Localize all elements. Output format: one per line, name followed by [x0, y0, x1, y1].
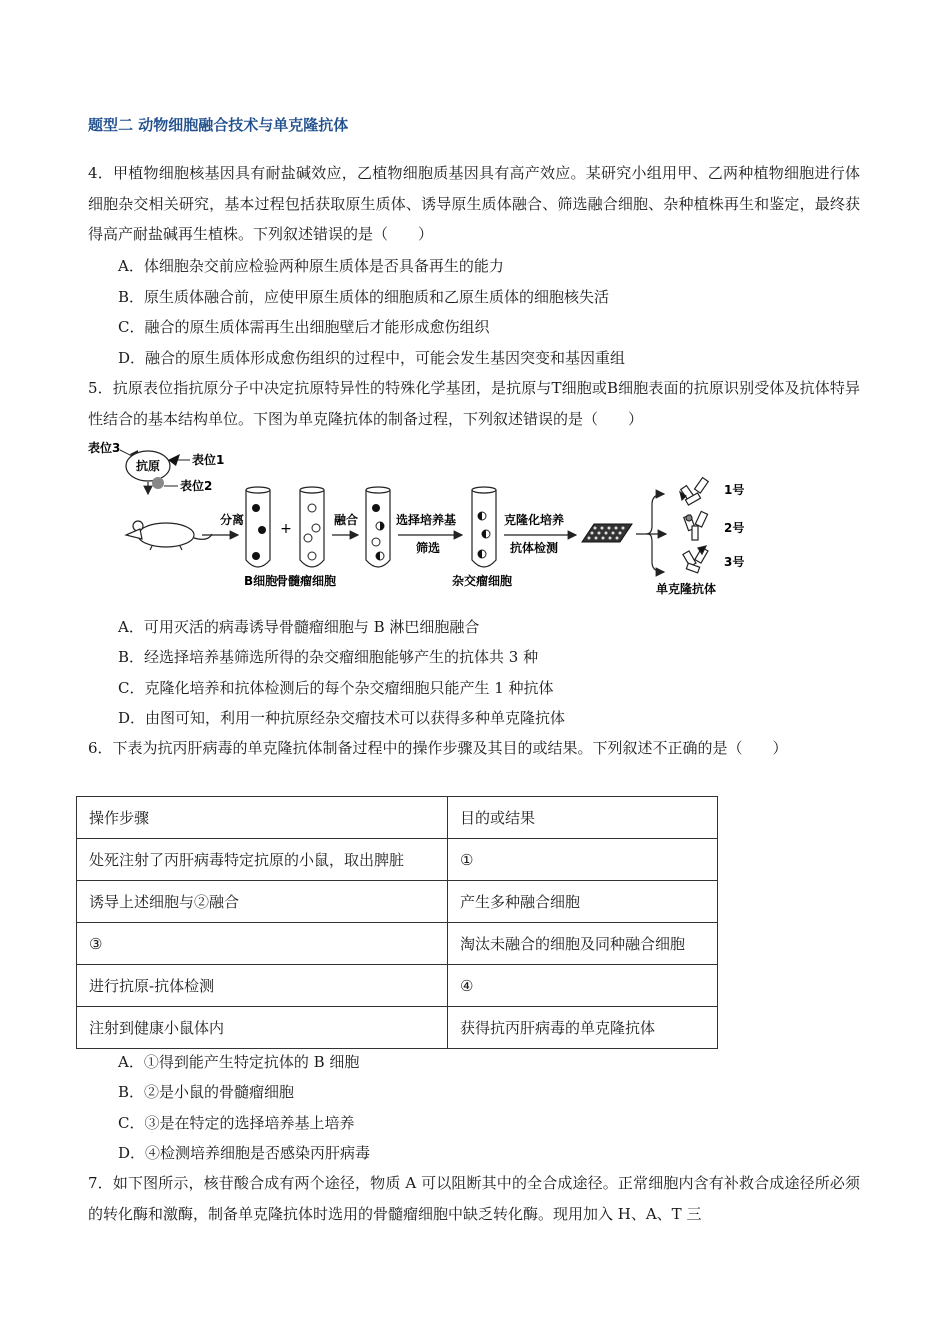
screen-label: 筛选 — [416, 541, 441, 555]
mab-label: 单克隆抗体 — [656, 582, 717, 596]
antibody-test-label: 抗体检测 — [510, 541, 559, 555]
question-6-option-b: B．②是小鼠的骨髓瘤细胞 — [118, 1083, 295, 1101]
antibody-2-icon — [684, 511, 708, 540]
question-7-stem: 7．如下图所示，核苷酸合成有两个途径，物质 A 可以阻断其中的全合成途径。正常细胞内含有补救合成途径所必须的转化酶和激酶，制备单克隆抗体时选用的骨髓瘤细胞中缺乏转化酶。现用加入 H、A、T 三 — [88, 1174, 860, 1223]
plus-sign: + — [280, 521, 292, 537]
clone-culture-label: 克隆化培养 — [504, 513, 565, 527]
question-6-stem: 6．下表为抗丙肝病毒的单克隆抗体制备过程中的操作步骤及其目的或结果。下列叙述不正确的是（ ） — [88, 739, 788, 757]
table-row — [77, 923, 718, 965]
question-5-option-a: A．可用灭活的病毒诱导骨髓瘤细胞与 B 淋巴细胞融合 — [118, 618, 480, 636]
question-4-stem: 4．甲植物细胞核基因具有耐盐碱效应，乙植物细胞质基因具有高产效应。某研究小组用甲、乙两种植物细胞进行体细胞杂交相关研究，基本过程包括获取原生质体、诱导原生质体融合、筛选融合细胞、杂种植株再生和鉴定，最终获得高产耐盐碱再生植株。下列叙述错误的是（ ） — [88, 164, 860, 243]
antibody-1-label: 1号 — [724, 483, 745, 497]
question-6-option-d: D．④检测培养细胞是否感染丙肝病毒 — [118, 1144, 371, 1162]
table-header-cell: 操作步骤 — [77, 797, 448, 839]
table-cell: 进行抗原-抗体检测 — [77, 965, 448, 1007]
question-6-option-a: A．①得到能产生特定抗体的 B 细胞 — [118, 1053, 360, 1071]
branch-arrow-3 — [648, 534, 664, 572]
b-cell-label: B细胞 — [244, 574, 278, 588]
epitope-3-pointer — [120, 450, 132, 456]
question-4-option-c: C．融合的原生质体需再生出细胞壁后才能形成愈伤组织 — [118, 318, 490, 336]
table-cell: ① — [448, 839, 718, 881]
branch-arrow-1 — [636, 494, 664, 534]
table-row — [77, 1007, 718, 1049]
antigen-label: 抗原 — [135, 459, 161, 473]
table-cell: 处死注射了丙肝病毒特定抗原的小鼠，取出脾脏 — [77, 839, 448, 881]
table-row — [77, 839, 718, 881]
myeloma-tube — [300, 487, 324, 567]
epitope-1-label: 表位1 — [192, 453, 225, 467]
select-medium-label: 选择培养基 — [396, 513, 457, 527]
table-header-cell: 目的或结果 — [448, 797, 718, 839]
section-title: 题型二 动物细胞融合技术与单克隆抗体 — [88, 116, 349, 134]
procedure-table — [76, 796, 718, 1049]
culture-plate-icon — [582, 524, 632, 542]
epitope-2-label: 表位2 — [180, 479, 213, 493]
epitope-2-shape — [152, 477, 164, 489]
table-cell: ④ — [448, 965, 718, 1007]
table-cell: 产生多种融合细胞 — [448, 881, 718, 923]
myeloma-label: 骨髓瘤细胞 — [276, 574, 337, 588]
table-cell: 淘汰未融合的细胞及同种融合细胞 — [448, 923, 718, 965]
antibody-2-label: 2号 — [724, 521, 745, 535]
table-cell: ③ — [77, 923, 448, 965]
table-cell: 注射到健康小鼠体内 — [77, 1007, 448, 1049]
b-cell-tube — [246, 487, 270, 567]
question-5-option-c: C．克隆化培养和抗体检测后的每个杂交瘤细胞只能产生 1 种抗体 — [118, 679, 554, 697]
fusion-tube — [366, 487, 390, 567]
monoclonal-antibody-diagram — [86, 438, 766, 603]
hybridoma-tube — [472, 487, 496, 567]
fuse-label: 融合 — [334, 513, 359, 527]
epitope-3-label: 表位3 — [88, 441, 121, 455]
question-5-option-b: B．经选择培养基筛选所得的杂交瘤细胞能够产生的抗体共 3 种 — [118, 648, 539, 666]
table-header-row — [77, 797, 718, 839]
question-4-option-b: B．原生质体融合前，应使甲原生质体的细胞质和乙原生质体的细胞核失活 — [118, 288, 610, 306]
mouse-icon — [126, 521, 212, 550]
question-5-option-d: D．由图可知，利用一种抗原经杂交瘤技术可以获得多种单克隆抗体 — [118, 709, 566, 727]
question-4-option-a: A．体细胞杂交前应检验两种原生质体是否具备再生的能力 — [118, 257, 504, 275]
antibody-1-icon — [680, 478, 708, 506]
question-4-option-d: D．融合的原生质体形成愈伤组织的过程中，可能会发生基因突变和基因重组 — [118, 349, 626, 367]
question-6-option-c: C．③是在特定的选择培养基上培养 — [118, 1114, 355, 1132]
question-5-stem: 5．抗原表位指抗原分子中决定抗原特异性的特殊化学基团，是抗原与T细胞或B细胞表面的抗原识别受体及抗体特异性结合的基本结构单位。下图为单克隆抗体的制备过程，下列叙述错误的是（ ） — [88, 379, 860, 428]
table-cell: 诱导上述细胞与②融合 — [77, 881, 448, 923]
hybridoma-label: 杂交瘤细胞 — [452, 574, 513, 588]
antibody-3-label: 3号 — [724, 555, 745, 569]
antibody-3-icon — [683, 546, 708, 573]
table-row — [77, 965, 718, 1007]
table-row — [77, 881, 718, 923]
table-cell: 获得抗丙肝病毒的单克隆抗体 — [448, 1007, 718, 1049]
separate-label: 分离 — [220, 513, 245, 527]
